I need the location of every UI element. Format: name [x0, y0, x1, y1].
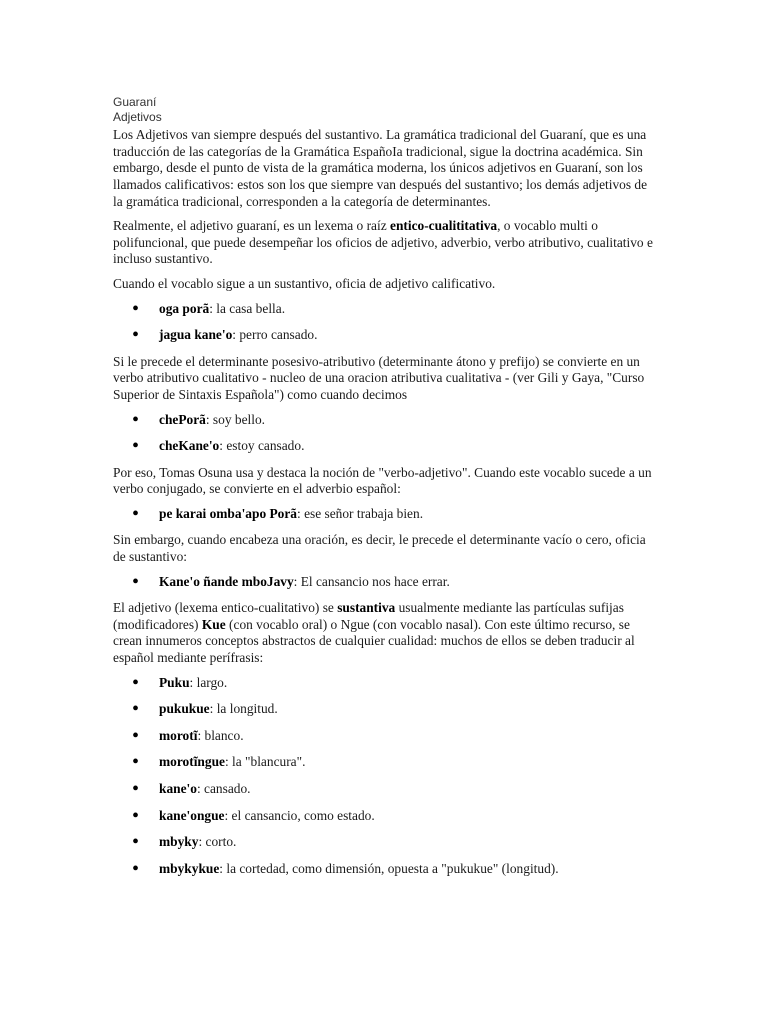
list-item [113, 701, 658, 718]
example-term: mbyky [159, 834, 199, 850]
list-item [113, 754, 658, 771]
example-term: Kane'o ñande mboJavy [159, 573, 294, 589]
example-term: morotĩ [159, 727, 198, 743]
paragraph-sufijas-text-2: usualmente mediante las partículas sufijas (modificadores) [113, 600, 624, 632]
list-item [113, 301, 658, 318]
paragraph-intro: Los Adjetivos van siempre después del sustantivo. La gramática tradicional del Guaraní, que es una traducción de las categorías de la Gramática EspañoIa tradicional, sigue la doctrina académica. Sin embargo, desde el punto de vista de la gramática moderna, los únicos adjetivos en Guaraní, son los llamados calificativos: estos son los que siempre van después del sustantivo; los demás adjetivos de la gramática tradicional, corresponden a la categoría de determinantes. [113, 127, 648, 209]
example-translation: : largo. [189, 674, 228, 690]
example-translation: : la casa bella. [209, 300, 286, 316]
example-translation: : estoy cansado. [219, 438, 305, 454]
paragraph-posesivo: Si le precede el determinante posesivo-atributivo (determinante átono y prefijo) se convierte en un verbo atributivo cualitativo - nucleo de una oracion atributiva cualitativa - (ver Gili y Gaya, "Curso Superior de Sintaxis Española") como cuando decimos [113, 353, 645, 402]
example-translation: : corto. [198, 834, 237, 850]
example-term: oga porã [159, 300, 210, 316]
example-term: chePorã [159, 411, 206, 427]
term-entico-cualititativa: entico-cualititativa [390, 218, 498, 234]
example-list-1 [113, 301, 658, 344]
list-item [113, 781, 658, 798]
document-heading [113, 95, 658, 124]
paragraph-verbo-adjetivo: Por eso, Tomas Osuna usa y destaca la noción de "verbo-adjetivo". Cuando este vocablo sucede a un verbo conjugado, se convierte en el adverbio español: [113, 464, 652, 497]
paragraph-sustantivo: Sin embargo, cuando encabeza una oración, es decir, le precede el determinante vacío o cero, oficia de sustantivo: [113, 532, 646, 565]
paragraph-sufijas-text-1: El adjetivo (lexema entico-cualitativo) se [113, 600, 338, 616]
paragraph-lexema-text-end: , o vocablo multi o polifuncional, que puede desempeñar los oficios de adjetivo, adverbio, verbo atributivo, cualitativo e incluso sustantivo. [113, 218, 653, 267]
list-item [113, 506, 658, 523]
list-item [113, 728, 658, 745]
list-item [113, 808, 658, 825]
list-item [113, 834, 658, 851]
paragraph-lexema-text: Realmente, el adjetivo guaraní, es un lexema o raíz [113, 218, 390, 234]
example-translation: : ese señor trabaja bien. [297, 505, 424, 521]
example-translation: : blanco. [197, 727, 244, 743]
example-list-2 [113, 412, 658, 455]
document-title: Guaraní [113, 95, 157, 109]
example-list-5 [113, 675, 658, 878]
paragraph-lexema [113, 218, 658, 268]
list-item [113, 327, 658, 344]
example-translation: : la longitud. [209, 701, 278, 717]
list-item [113, 861, 658, 878]
document-subtitle: Adjetivos [113, 109, 162, 124]
example-list-3 [113, 506, 658, 523]
paragraph-sufijas [113, 600, 658, 666]
paragraph-calificativo: Cuando el vocablo sigue a un sustantivo, oficia de adjetivo calificativo. [113, 275, 496, 291]
list-item [113, 412, 658, 429]
term-sustantiva: sustantiva [337, 600, 396, 616]
example-term: Puku [159, 674, 190, 690]
example-translation: : cansado. [196, 781, 251, 796]
list-item [113, 438, 658, 455]
example-term: kane'o [159, 781, 197, 796]
example-translation: : El cansancio nos hace errar. [293, 573, 450, 589]
paragraph-sufijas-text-3: (con vocablo oral) o Ngue (con vocablo nasal). Con este último recurso, se crean innumeros conceptos abstractos de cualquier cualidad: muchos de ellos se deben traducir al español mediante perífrasis: [113, 616, 635, 666]
example-translation: : la cortedad, como dimensión, opuesta a "pukukue" (longitud). [219, 860, 559, 876]
example-translation: : soy bello. [205, 411, 265, 427]
example-list-4 [113, 574, 658, 591]
example-term: pukukue [159, 701, 210, 717]
example-term: cheKane'o [159, 438, 220, 454]
list-item [113, 574, 658, 591]
example-translation: : perro cansado. [232, 327, 318, 343]
list-item [113, 675, 658, 692]
example-term: morotĩngue [159, 754, 225, 770]
example-term: pe karai omba'apo Porã [159, 505, 297, 521]
example-term: jagua kane'o [159, 327, 233, 343]
example-translation: : el cansancio, como estado. [224, 807, 375, 823]
example-term: kane'ongue [159, 807, 225, 823]
example-translation: : la "blancura". [224, 754, 306, 770]
example-term: mbykykue [159, 860, 220, 876]
term-kue: Kue [201, 616, 226, 632]
document-page [113, 95, 658, 887]
